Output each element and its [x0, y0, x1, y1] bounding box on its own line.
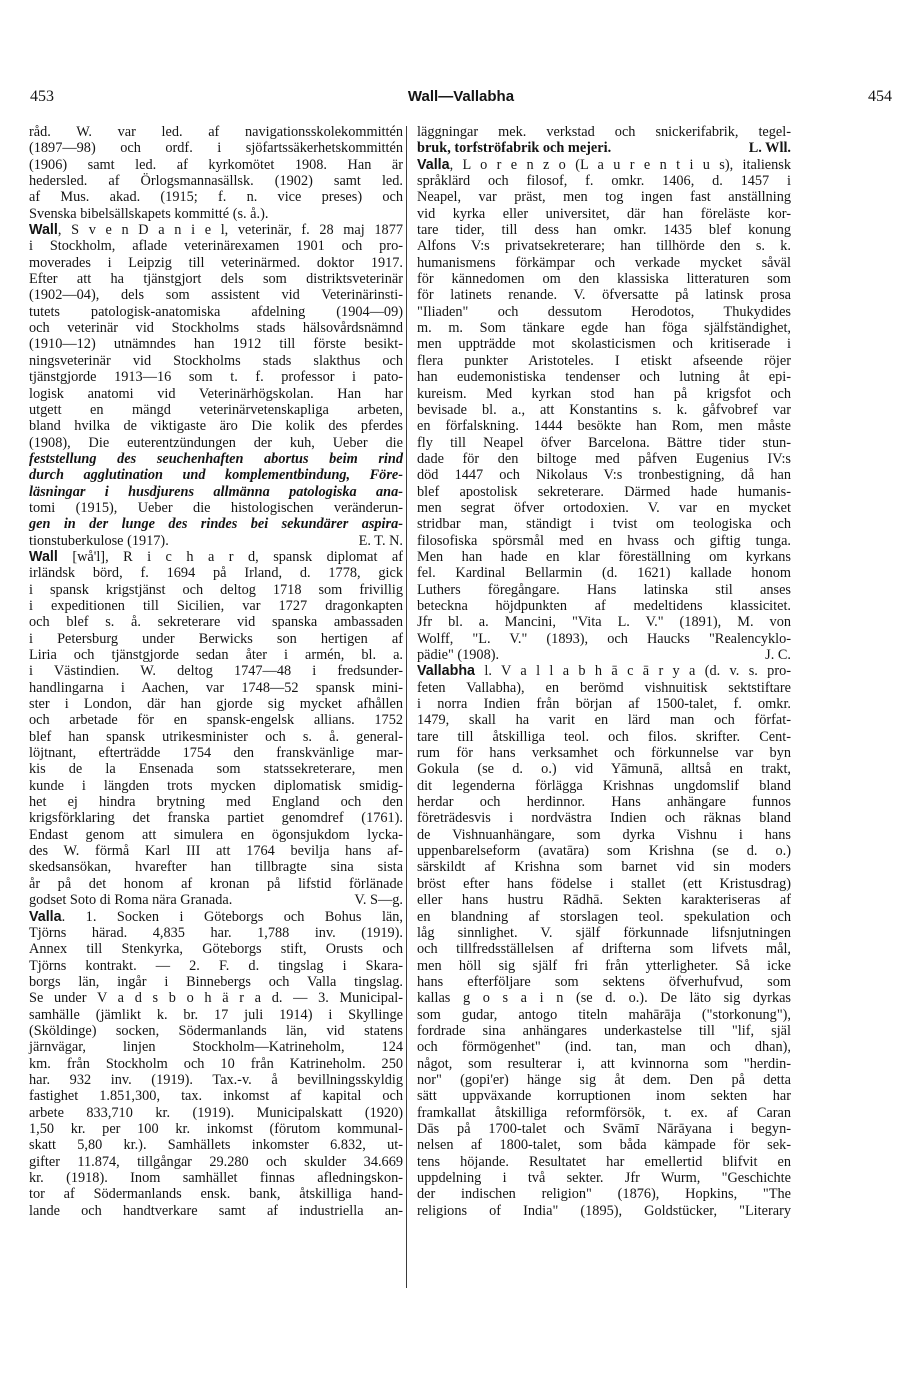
text-line: i spansk krigstjänst och deltog 1718 som frivillig: [29, 581, 403, 598]
text-line: moverades i Leipzig till veterinärmed. doktor 1917.: [29, 254, 403, 271]
text-line: särskildt af Krishna som barnet vid sin moders: [417, 859, 791, 876]
text-line: borgs län, ingår i Binnebergs och Valla tingslag.: [29, 973, 403, 990]
text-line: som gudar, antogo titeln mahārāja ("storkonung"),: [417, 1006, 791, 1023]
text-line: tomi (1915), Ueber die histologischen veränderun-: [29, 499, 403, 516]
text-line: het ej hindra brytning med England och den: [29, 794, 403, 811]
text-line: och blef s. å. sekreterare vid spanska ambassaden: [29, 614, 403, 631]
text-line: (1906) samt led. af kyrkomötet 1908. Han är: [29, 156, 403, 173]
text-line: kureism. Med kyrkan stod han på krigsfot och: [417, 385, 791, 402]
text-line: Wolff, "L. V." (1893), och Haucks "Realencyklo-: [417, 630, 791, 647]
text-line: filosofiska spörsmål med en hvass och giftig tunga.: [417, 532, 791, 549]
headword: Valla: [417, 156, 450, 173]
text-line: Dās på 1700-talet och Svāmī Nārāyana i begyn-: [417, 1120, 791, 1137]
text-line: bröst efter hans födelse i stallet (ett Kristusdrag): [417, 875, 791, 892]
text-line: nor" (gopi'er) hänge sig åt dem. Den på detta: [417, 1071, 791, 1088]
text-line: flera punkter Aristoteles. I etiskt afseende röjer: [417, 352, 791, 369]
text-line: dit legenderna förlägga Krishnas ungdomslif bland: [417, 777, 791, 794]
text-line: ster i London, där han gjorde sig mycket afhållen: [29, 696, 403, 713]
text-line: har. 932 inv. (1919). Tax.-v. å bevillningsskyldig: [29, 1071, 403, 1088]
text-line: i expeditionen till Sicilien, var 1727 dragonkapten: [29, 597, 403, 614]
headword: Vallabha: [417, 663, 476, 680]
author-signature: J. C.: [765, 647, 791, 663]
page-number-left: 453: [30, 88, 54, 105]
text-line: durch agglutination und komplementbindung, Före-: [29, 467, 403, 484]
entry-vallabha: Vallabha l. V a l l a b h ā c ā r y a (d. v. s. pro-: [417, 663, 791, 680]
text-line: men segrat öfver ortodoxien. V. var en mycket: [417, 499, 791, 516]
text-line: kr. (1918). Inom samhället finnas afledningskon-: [29, 1170, 403, 1186]
text-line: Tjörns härad. 4,835 har. 1,788 inv. (1919).: [29, 924, 403, 941]
text-line: år på det honom af kronan på lifstid förlänade: [29, 875, 403, 892]
text-line: 1,50 kr. per 100 kr. inkomst (förutom kommunal-: [29, 1120, 403, 1137]
text-line: [29, 533, 403, 549]
entry-valla: Valla. 1. Socken i Göteborgs och Bohus län,: [29, 908, 403, 925]
text-line: skatt 5,80 kr.). Samhällets inkomster 6.832, ut-: [29, 1137, 403, 1154]
text-line: för kännedomen om den klassiska litteraturen som: [417, 271, 791, 288]
text-line: tens höjande. Resultatet har emellertid blifvit en: [417, 1153, 791, 1170]
headword: Wall: [29, 548, 58, 565]
text-line: en förfalskning. 1444 besökte han Rom, men måste: [417, 418, 791, 435]
text-line: i Petersburg under Berwicks son hertigen af: [29, 630, 403, 647]
text-line: (Sköldinge) socken, Södermanlands län, vid statens: [29, 1022, 403, 1039]
text-line: kallas g o s a i n (se d. o.). De läto sig dyrkas: [417, 990, 791, 1007]
text-line: för latinets renande. V. öfversatte på latinsk prosa: [417, 287, 791, 304]
text-line: hans efterföljare som sektens öfverhufvud, som: [417, 973, 791, 990]
text-line: vid kyrka eller universitet, där han föreläste kor-: [417, 205, 791, 222]
text-line: km. från Stockholm och 10 från Katrineholm. 250: [29, 1055, 403, 1072]
right-column: [417, 124, 791, 1219]
text-line: af Mus. akad. (1915; f. n. vice preses) och: [29, 189, 403, 206]
text-line: framkallat åtskilliga reformförsök, t. ex. af Caran: [417, 1104, 791, 1121]
text-line: (1897—98) och ordf. i sjöfartssäkerhetskommittén: [29, 140, 403, 157]
text-line: tare till åtskilliga teol. och filos. skrifter. Cent-: [417, 728, 791, 745]
text-line: gen in der lunge des rindes bei sekundärer aspira-: [29, 516, 403, 533]
text-line: gifter 11.874, tillgångar 29.280 och skulder 34.669: [29, 1153, 403, 1170]
text-line: blef apostolisk sekreterare. Därmed hade humanis-: [417, 483, 791, 500]
text-line: Tjörns kontrakt. — 2. F. d. tingslag i Skara-: [29, 957, 403, 974]
text-line: 1479, skall ha varit en lärd man och förfat-: [417, 712, 791, 729]
text-line: han eudemonistiska tendenser och lutning åt epi-: [417, 369, 791, 386]
text-line: i Västindien. W. deltog 1747—48 i fredsunder-: [29, 663, 403, 680]
text-line: och förmögenhet" (ind. tan, man och dhan),: [417, 1039, 791, 1056]
entry-valla-lorenzo: Valla, L o r e n z o (L a u r e n t i u s), italiensk: [417, 156, 791, 173]
text-line: [29, 892, 403, 908]
text-line: krigsförklaring det franska partiet genomdref (1761).: [29, 810, 403, 827]
text-line: beteckna höjdpunkten af medeltidens klassicitet.: [417, 597, 791, 614]
text-line: (1908), Die euterentzündungen der kuh, Ueber die: [29, 434, 403, 451]
author-signature: L. Wll.: [748, 140, 791, 157]
text-line: kunde i längden trots mycken diplomatisk smidig-: [29, 777, 403, 794]
text-line: Efter att ha tjänstgjort dels som distriktsveterinär: [29, 271, 403, 288]
text-line: rum för hans verksamhet och förkunnelse var byn: [417, 745, 791, 762]
text-line: och arbetade för en spansk-engelsk allians. 1752: [29, 712, 403, 729]
text-line: Svenska bibelsällskapets kommitté (s. å.).: [29, 205, 269, 222]
text-line: fly till Neapel öfver Barcelona. Bättre tider stun-: [417, 434, 791, 451]
text-line: religions of India" (1895), Goldstücker, "Literary: [417, 1202, 791, 1219]
text-line: ningsveterinär vid Stockholms stads slakthus och: [29, 352, 403, 369]
text-line: irländsk börd, f. 1694 på Irland, d. 1778, gick: [29, 565, 403, 582]
line-text: bruk, torfströfabrik och mejeri.: [417, 140, 612, 157]
text-line: [417, 140, 791, 156]
text-line: löjtnant, efterträdde 1754 den franskvänlige mar-: [29, 745, 403, 762]
text-line: [417, 647, 791, 663]
text-line: handlingarna i Aachen, var 1748—52 spansk mini-: [29, 679, 403, 696]
text-line: men höll sig själf fri från ytterligheter. Så icke: [417, 957, 791, 974]
text-line: (1902—04), dels som assistent vid Veterinärinsti-: [29, 287, 403, 304]
text-line: råd. W. var led. af navigationsskolekommittén: [29, 124, 403, 140]
text-line: något, som resulterar i, att kvinnorna som "herdin-: [417, 1055, 791, 1072]
text-line: i norra Indien från början af 1500-talet, f. omkr.: [417, 696, 791, 713]
text-line: uppenbarelseform (avatāra) som Krishna (se d. o.): [417, 843, 791, 860]
text-line: des W. förmå Karl III att 1764 bevilja hans af-: [29, 843, 403, 860]
text-line: tutets patologisk-anatomiska afdelning (1904—09): [29, 303, 403, 320]
text-line: en blandning af storslagen teol. spekulation och: [417, 908, 791, 925]
entry-wall-richard: Wall [wå'l], R i c h a r d, spansk diplomat af: [29, 548, 403, 565]
text-line: dade för den biltoge med påfven Eugenius IV:s: [417, 450, 791, 467]
text-line: död 1447 och Nikolaus V:s tronbestigning, då han: [417, 467, 791, 484]
text-line: Jfr bl. a. Mancini, "Vita L. V." (1891), M. von: [417, 614, 791, 631]
text-line: fel. Kardinal Bellarmin (d. 1621) kallade honom: [417, 565, 791, 582]
page-number-right: 454: [868, 88, 892, 105]
text-line: Neapel, var präst, men tog ingen fast anställning: [417, 189, 791, 206]
text-line: utgett en mängd veterinärvetenskapliga arbeten,: [29, 401, 403, 418]
text-line: de Vishnuanhängare, som dyrka Vishnu i hans: [417, 826, 791, 843]
text-line: blef han spansk utrikesminister och s. å. general-: [29, 728, 403, 745]
text-line: m. m. Som tänkare egde han föga själfständighet,: [417, 320, 791, 337]
text-line: fastighet 1.851,300, tax. inkomst af kapital och: [29, 1088, 403, 1105]
text-line: "Iliaden" och dessutom Herodotos, Thukydides: [417, 303, 791, 320]
text-line: språklärd och filosof, f. omkr. 1406, d. 1457 i: [417, 173, 791, 190]
text-line: stridbar man, ständigt i tvist om teologiska och: [417, 516, 791, 533]
running-header: [30, 88, 892, 110]
author-signature: E. T. N.: [358, 532, 403, 549]
line-text: tionstuberkulose (1917).: [29, 532, 169, 549]
text-line: men uppträdde mot skolasticismen och kritiserade i: [417, 336, 791, 353]
text-line: bland hvilka de viktigaste äro Die kolik des pferdes: [29, 418, 403, 435]
line-text: pädie" (1908).: [417, 647, 500, 663]
text-line: läsningar i husdjurens allmänna patologiska ana-: [29, 483, 403, 500]
text-line: låg sinnlighet. V. själf förkunnade lifsnjutningen: [417, 924, 791, 941]
text-line: Annex till Stenkyrka, Göteborgs stift, Orusts och: [29, 941, 403, 958]
text-line: Luthers föregångare. Hans latinska stil anses: [417, 581, 791, 598]
text-line: i Stockholm, aflade veterinärexamen 1901 och pro-: [29, 238, 403, 255]
line-text: godset Soto di Roma nära Granada.: [29, 892, 233, 909]
text-line: tjänstgjorde 1913—16 som t. f. professor i pato-: [29, 369, 403, 386]
text-line: tor af Södermanlands ensk. bank, åtskilliga hand-: [29, 1186, 403, 1203]
text-line: Se under V a d s b o h ä r a d. — 3. Municipal-: [29, 990, 403, 1007]
entry-wall-sven: Wall, S v e n D a n i e l, veterinär, f. 28 maj 1877: [29, 222, 403, 239]
text-line: och veterinär vid Stockholms stads hälsovårdsnämnd: [29, 320, 403, 337]
text-line: samhälle (jämlikt k. br. 17 juli 1914) i Skyllinge: [29, 1006, 403, 1023]
text-line: och tillfredsställelsen af drifterna som lifvets mål,: [417, 941, 791, 958]
text-line: humanismens förkämpar och verkade mycket såväl: [417, 254, 791, 271]
text-line: Men han hade en klar föreställning om kyrkans: [417, 548, 791, 565]
text-line: feten Vallabha), en berömd vishnuitisk sektstiftare: [417, 679, 791, 696]
text-line: der indischen religion" (1876), Hopkins, "The: [417, 1186, 791, 1203]
text-line: logisk anatomi vid Veterinärhögskolan. Han har: [29, 385, 403, 402]
text-line: Alfons V:s privatsekreterare; han tillhörde den s. k.: [417, 238, 791, 255]
text-line: arbete 833,710 kr. (1919). Municipalskatt (1920): [29, 1104, 403, 1121]
left-column: [29, 124, 403, 1219]
headword: Wall: [29, 222, 58, 239]
text-line: fordrade sina anhängares underkastelse till "lif, själ: [417, 1022, 791, 1039]
text-line: tare tider, till dess han omkr. 1435 blef konung: [417, 222, 791, 239]
header-title: Wall—Vallabha: [407, 88, 515, 105]
headword: Valla: [29, 908, 62, 925]
text-line: hedersled. af Örlogsmannasällsk. (1902) samt led.: [29, 173, 403, 190]
text-line: Endast genom att simulera en ögonsjukdom lycka-: [29, 826, 403, 843]
text-line: nelsen af 1800-talet, som båda kämpade för sek-: [417, 1137, 791, 1154]
text-line: Gokula (se d. o.) vid Yāmunā, alltså en trakt,: [417, 761, 791, 778]
text-line: Liria och tjänstgjorde sedan åter i armén, bl. a.: [29, 647, 403, 663]
text-line: kis de la Ensenada som statssekreterare, men: [29, 761, 403, 778]
text-line: sätt uppväxande korruptionen inom sekten har: [417, 1088, 791, 1105]
text-line: (1910—12) utnämndes han 1912 till förste besikt-: [29, 336, 403, 353]
text-line: lande och handtverkare samt af industriella an-: [29, 1202, 403, 1219]
text-line: skedsansökan, hvarefter han tillbragte sina sista: [29, 859, 403, 876]
text-line: företrädesvis i nordvästra Indien och räknas bland: [417, 810, 791, 827]
column-divider: [406, 126, 407, 1288]
text-line: uppdelning i två sekter. Jfr Wurm, "Geschichte: [417, 1170, 791, 1186]
text-line: läggningar mek. verkstad och snickerifabrik, tegel-: [417, 124, 791, 140]
text-line: eller hans hustru Rādhā. Sekten karakteriseras af: [417, 892, 791, 909]
text-line: järnvägar, linjen Stockholm—Katrineholm, 124: [29, 1039, 403, 1056]
text-line: feststellung des seuchenhaften abortus beim rind: [29, 450, 403, 467]
text-line: herdar och herdinnor. Hans anhängare funnos: [417, 794, 791, 811]
author-signature: V. S—g.: [354, 892, 403, 909]
text-line: bevisade bl. a., att Konstantins s. k. gåfvobref var: [417, 401, 791, 418]
